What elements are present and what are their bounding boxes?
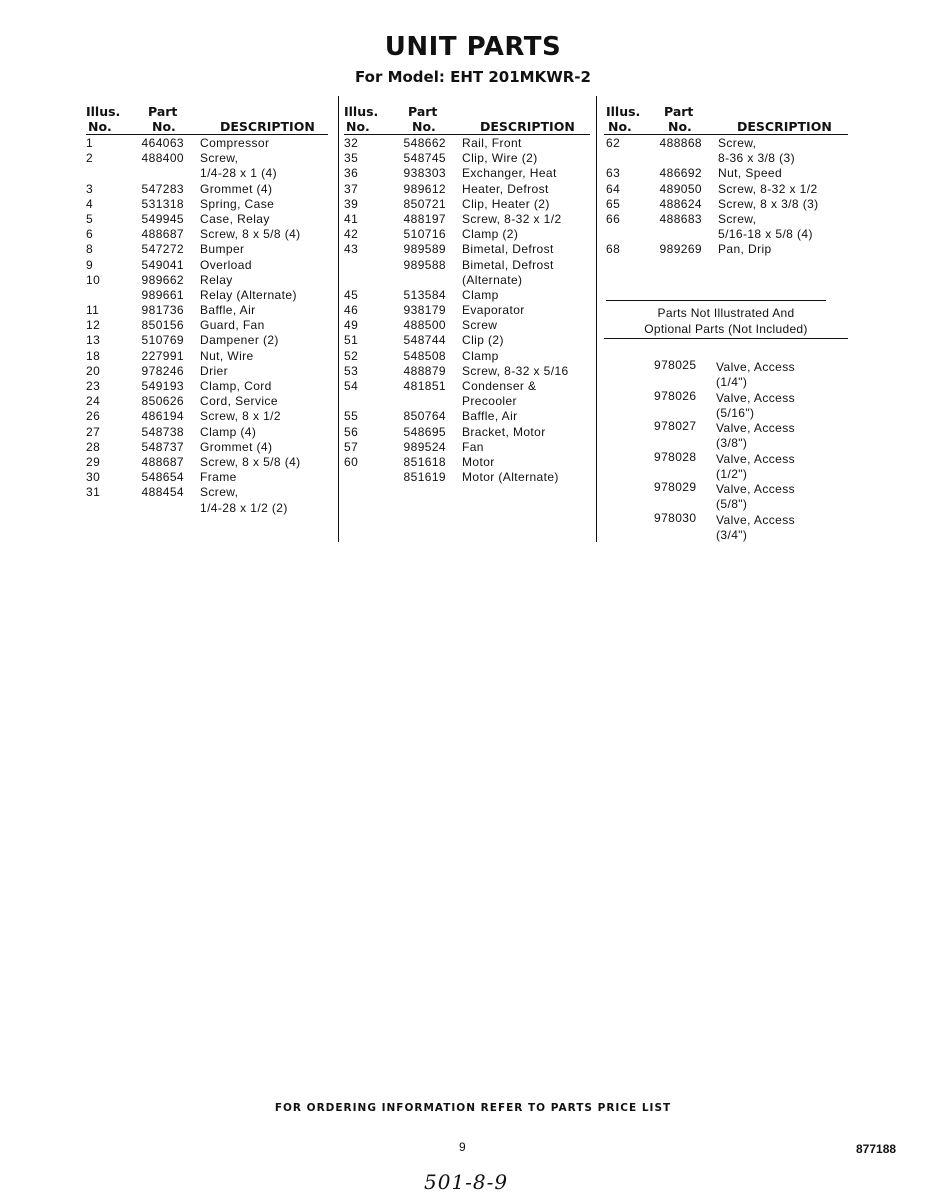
part-description: Clamp (4) xyxy=(200,424,257,439)
illus-number: 9 xyxy=(86,257,94,272)
illus-number: 10 xyxy=(86,272,101,287)
table-row xyxy=(86,425,332,440)
list-item xyxy=(654,450,844,481)
table-row xyxy=(86,166,332,181)
part-number: 549945 xyxy=(141,211,184,226)
part-number: 510716 xyxy=(403,227,446,242)
parts-rows xyxy=(606,136,850,258)
part-description: Clip, Heater (2) xyxy=(462,196,550,211)
part-description: Screw, 8-32 x 5/16 xyxy=(462,363,569,378)
part-header-2: No. xyxy=(412,119,436,134)
part-description: Screw, 8 x 1/2 xyxy=(200,409,281,424)
illus-number: 57 xyxy=(344,439,359,454)
part-description: Motor xyxy=(462,454,495,469)
part-description: 8-36 x 3/8 (3) xyxy=(718,151,795,166)
part-description: Screw, 8 x 5/8 (4) xyxy=(200,227,301,242)
illus-number: 49 xyxy=(344,318,359,333)
table-row xyxy=(86,182,332,197)
illus-number: 18 xyxy=(86,348,101,363)
part-number: 548654 xyxy=(141,470,184,485)
part-description: Clamp xyxy=(462,287,499,302)
parts-column-1 xyxy=(86,98,332,516)
table-row xyxy=(86,470,332,485)
part-number: 488197 xyxy=(403,211,446,226)
part-number: 978027 xyxy=(654,419,697,433)
illus-header-2: No. xyxy=(88,119,112,134)
part-description: 1/4-28 x 1/2 (2) xyxy=(200,500,288,515)
table-row xyxy=(606,227,850,242)
illus-number: 29 xyxy=(86,454,101,469)
table-row xyxy=(344,182,594,197)
illus-number: 53 xyxy=(344,363,359,378)
table-row xyxy=(344,303,594,318)
illus-header-2: No. xyxy=(346,119,370,134)
table-row xyxy=(86,394,332,409)
illus-number: 24 xyxy=(86,394,101,409)
part-number: 548745 xyxy=(403,151,446,166)
part-number: 549041 xyxy=(141,257,184,272)
part-number: 989524 xyxy=(403,439,446,454)
part-number: 488879 xyxy=(403,363,446,378)
part-number: 978026 xyxy=(654,388,697,403)
part-number: 488454 xyxy=(141,485,184,500)
illus-number: 54 xyxy=(344,379,359,393)
part-description: Frame xyxy=(200,470,237,485)
table-row xyxy=(344,227,594,242)
illus-number: 42 xyxy=(344,227,359,242)
table-row xyxy=(344,151,594,166)
part-number: 488687 xyxy=(141,227,184,242)
part-description: Dampener (2) xyxy=(200,333,279,348)
part-number: 989269 xyxy=(659,242,702,257)
part-number: 548744 xyxy=(403,333,446,348)
ordering-footer: FOR ORDERING INFORMATION REFER TO PARTS PRICE LIST xyxy=(274,1102,672,1114)
table-row xyxy=(86,318,332,333)
part-description: Screw, xyxy=(718,136,757,150)
part-description: Grommet (4) xyxy=(200,439,273,454)
part-number: 486194 xyxy=(141,409,184,424)
table-row xyxy=(344,273,594,288)
part-header-2: No. xyxy=(668,119,692,134)
part-description: Condenser & xyxy=(462,379,537,393)
table-row xyxy=(606,197,850,212)
part-number: 978028 xyxy=(654,449,697,464)
illus-number: 46 xyxy=(344,303,359,318)
table-row xyxy=(344,394,594,409)
list-item xyxy=(654,511,844,542)
part-description: Compressor xyxy=(200,136,270,150)
table-row xyxy=(86,501,332,516)
part-description: Heater, Defrost xyxy=(462,181,549,196)
part-description: Clamp, Cord xyxy=(200,379,272,393)
table-row xyxy=(86,197,332,212)
page-title: UNIT PARTS xyxy=(384,32,562,62)
table-row xyxy=(606,136,850,151)
note-rule-top xyxy=(606,300,826,301)
parts-column-2 xyxy=(344,98,594,485)
column-divider xyxy=(338,96,339,542)
illus-number: 68 xyxy=(606,242,621,257)
illus-number: 20 xyxy=(86,363,101,378)
part-number: 488624 xyxy=(659,196,702,211)
part-number: 989661 xyxy=(141,287,184,302)
part-description: Screw, xyxy=(200,485,239,500)
part-number: 981736 xyxy=(141,303,184,318)
illus-number: 66 xyxy=(606,211,621,226)
illus-number: 55 xyxy=(344,409,359,424)
list-item xyxy=(654,358,844,389)
part-number: 481851 xyxy=(403,379,446,393)
part-number: 850721 xyxy=(403,196,446,211)
column-header xyxy=(86,98,332,136)
part-description: Clip (2) xyxy=(462,333,504,348)
illus-number: 52 xyxy=(344,348,359,363)
part-description: Precooler xyxy=(462,394,517,409)
illus-number: 27 xyxy=(86,424,101,439)
part-description: Baffle, Air xyxy=(462,409,518,424)
part-description: Fan xyxy=(462,439,484,454)
part-number: 531318 xyxy=(141,196,184,211)
model-subtitle: For Model: EHT 201MKWR-2 xyxy=(355,68,591,86)
table-row xyxy=(344,166,594,181)
part-description: Valve, Access xyxy=(716,390,796,405)
illus-header-1: Illus. xyxy=(86,104,121,119)
illus-header-1: Illus. xyxy=(606,104,641,119)
part-description: Clamp (2) xyxy=(462,227,519,242)
part-number: 978246 xyxy=(141,363,184,378)
illus-number: 8 xyxy=(86,242,94,257)
part-number: 464063 xyxy=(141,136,184,150)
description-header: DESCRIPTION xyxy=(480,119,575,134)
table-row xyxy=(344,318,594,333)
part-number: 547272 xyxy=(141,242,184,257)
not-illustrated-note xyxy=(606,306,846,336)
table-row xyxy=(344,440,594,455)
part-number: 978030 xyxy=(654,510,697,525)
table-row xyxy=(86,227,332,242)
part-description: Relay (Alternate) xyxy=(200,287,297,302)
illus-number: 60 xyxy=(344,454,359,469)
note-line-2: Optional Parts (Not Included) xyxy=(644,322,808,336)
illus-number: 36 xyxy=(344,166,359,181)
table-row xyxy=(606,151,850,166)
part-description: Spring, Case xyxy=(200,196,275,211)
part-description: Grommet (4) xyxy=(200,181,273,196)
valve-size: (5/16") xyxy=(716,405,755,420)
table-row xyxy=(344,425,594,440)
valve-size: (3/8") xyxy=(716,436,748,450)
part-number: 227991 xyxy=(141,348,184,363)
header-rule xyxy=(344,134,590,135)
parts-rows xyxy=(344,136,594,485)
part-description: Guard, Fan xyxy=(200,318,265,333)
part-description: Clip, Wire (2) xyxy=(462,151,538,166)
illus-number: 1 xyxy=(86,136,94,150)
part-description: Nut, Wire xyxy=(200,348,254,363)
table-row xyxy=(86,485,332,500)
part-number: 488400 xyxy=(141,151,184,166)
part-description: Valve, Access xyxy=(716,512,796,527)
part-description: Pan, Drip xyxy=(718,242,772,257)
illus-number: 35 xyxy=(344,151,359,166)
illus-number: 30 xyxy=(86,470,101,485)
list-item xyxy=(654,419,844,450)
table-row xyxy=(606,166,850,181)
illus-number: 51 xyxy=(344,333,359,348)
illus-number: 3 xyxy=(86,181,94,196)
valve-size: (5/8") xyxy=(716,497,748,511)
column-divider xyxy=(596,96,597,542)
part-description: Valve, Access xyxy=(716,421,796,435)
part-description: Nut, Speed xyxy=(718,166,783,181)
part-description: Screw, 8-32 x 1/2 xyxy=(462,211,562,226)
table-row xyxy=(86,303,332,318)
part-number: 850764 xyxy=(403,409,446,424)
part-number: 850626 xyxy=(141,394,184,409)
valve-size: (1/4") xyxy=(716,375,748,389)
table-row xyxy=(86,379,332,394)
part-description: Overload xyxy=(200,257,252,272)
part-number: 513584 xyxy=(403,287,446,302)
part-number: 488687 xyxy=(141,454,184,469)
illus-number: 43 xyxy=(344,242,359,257)
table-row xyxy=(86,409,332,424)
part-number: 489050 xyxy=(659,181,702,196)
illus-number: 32 xyxy=(344,136,359,150)
optional-parts-list xyxy=(654,358,844,541)
illus-number: 13 xyxy=(86,333,101,348)
header-rule xyxy=(604,134,848,135)
part-description: Case, Relay xyxy=(200,211,270,226)
table-row xyxy=(86,288,332,303)
table-row xyxy=(344,242,594,257)
table-row xyxy=(606,182,850,197)
table-row xyxy=(344,455,594,470)
part-description: Bimetal, Defrost xyxy=(462,242,554,257)
table-row xyxy=(344,288,594,303)
note-rule-bottom xyxy=(604,338,848,339)
handwritten-note: 501-8-9 xyxy=(424,1170,509,1194)
part-header-1: Part xyxy=(408,104,438,119)
part-description: (Alternate) xyxy=(462,272,523,287)
table-row xyxy=(344,470,594,485)
table-row xyxy=(344,197,594,212)
illus-header-2: No. xyxy=(608,119,632,134)
part-description: Screw, xyxy=(200,151,239,166)
illus-number: 6 xyxy=(86,227,94,242)
document-number: 877188 xyxy=(856,1142,897,1156)
part-number: 978025 xyxy=(654,358,697,372)
illus-number: 65 xyxy=(606,196,621,211)
table-row xyxy=(86,273,332,288)
table-row xyxy=(86,440,332,455)
column-header xyxy=(606,98,850,136)
part-description: Bumper xyxy=(200,242,245,257)
list-item xyxy=(654,389,844,420)
table-row xyxy=(86,151,332,166)
page-number: 9 xyxy=(459,1140,466,1154)
part-number: 486692 xyxy=(659,166,702,181)
illus-number: 28 xyxy=(86,439,101,454)
table-row xyxy=(344,409,594,424)
table-row xyxy=(86,212,332,227)
part-description: Rail, Front xyxy=(462,136,522,150)
part-number: 989589 xyxy=(403,242,446,257)
illus-number: 45 xyxy=(344,287,359,302)
part-number: 548695 xyxy=(403,424,446,439)
table-row xyxy=(344,333,594,348)
part-number: 488683 xyxy=(659,211,702,226)
illus-header-1: Illus. xyxy=(344,104,379,119)
illus-number: 31 xyxy=(86,485,101,500)
illus-number: 5 xyxy=(86,211,94,226)
illus-number: 26 xyxy=(86,409,101,424)
part-number: 989612 xyxy=(403,181,446,196)
table-row xyxy=(344,258,594,273)
part-description: Screw xyxy=(462,318,498,333)
part-description: Drier xyxy=(200,363,228,378)
illus-number: 2 xyxy=(86,151,94,166)
table-row xyxy=(344,212,594,227)
part-number: 851619 xyxy=(403,470,446,485)
part-description: Screw, xyxy=(718,211,757,226)
part-description: Motor (Alternate) xyxy=(462,470,559,485)
part-description: Valve, Access xyxy=(716,360,796,374)
table-row xyxy=(86,455,332,470)
part-description: Evaporator xyxy=(462,303,525,318)
description-header: DESCRIPTION xyxy=(220,119,315,134)
valve-size: (3/4") xyxy=(716,527,748,542)
part-number: 488500 xyxy=(403,318,446,333)
illus-number: 39 xyxy=(344,196,359,211)
part-number: 488868 xyxy=(659,136,702,150)
part-number: 549193 xyxy=(141,379,184,393)
table-row xyxy=(344,136,594,151)
description-header: DESCRIPTION xyxy=(737,119,832,134)
parts-column-3 xyxy=(606,98,850,258)
part-description: Screw, 8-32 x 1/2 xyxy=(718,181,818,196)
illus-number: 11 xyxy=(86,303,100,318)
illus-number: 37 xyxy=(344,181,359,196)
table-row xyxy=(86,242,332,257)
part-number: 548662 xyxy=(403,136,446,150)
illus-number: 56 xyxy=(344,424,359,439)
part-number: 989662 xyxy=(141,272,184,287)
illus-number: 41 xyxy=(344,211,359,226)
part-number: 548508 xyxy=(403,348,446,363)
part-header-1: Part xyxy=(148,104,178,119)
table-row xyxy=(344,349,594,364)
part-description: Bracket, Motor xyxy=(462,424,546,439)
list-item xyxy=(654,480,844,511)
part-number: 978029 xyxy=(654,480,697,494)
illus-number: 23 xyxy=(86,379,101,393)
note-line-1: Parts Not Illustrated And xyxy=(657,306,795,320)
part-description: Exchanger, Heat xyxy=(462,166,557,181)
part-description: Valve, Access xyxy=(716,451,796,466)
illus-number: 64 xyxy=(606,181,621,196)
table-row xyxy=(86,349,332,364)
part-number: 850156 xyxy=(141,318,184,333)
part-description: Screw, 8 x 5/8 (4) xyxy=(200,454,301,469)
part-number: 548738 xyxy=(141,424,184,439)
part-number: 938303 xyxy=(403,166,446,181)
illus-number: 12 xyxy=(86,318,101,333)
header-rule xyxy=(86,134,328,135)
table-row xyxy=(86,136,332,151)
part-description: 1/4-28 x 1 (4) xyxy=(200,166,277,181)
part-description: Valve, Access xyxy=(716,482,796,496)
part-description: Baffle, Air xyxy=(200,303,256,318)
part-number: 547283 xyxy=(141,181,184,196)
part-number: 548737 xyxy=(141,439,184,454)
table-row xyxy=(86,258,332,273)
part-header-2: No. xyxy=(152,119,176,134)
part-description: Screw, 8 x 3/8 (3) xyxy=(718,196,819,211)
table-row xyxy=(606,242,850,257)
part-number: 851618 xyxy=(403,454,446,469)
table-row xyxy=(344,379,594,394)
part-description: Bimetal, Defrost xyxy=(462,257,554,272)
part-number: 989588 xyxy=(403,257,446,272)
table-row xyxy=(86,364,332,379)
part-description: Cord, Service xyxy=(200,394,278,409)
part-description: Clamp xyxy=(462,348,499,363)
part-description: 5/16-18 x 5/8 (4) xyxy=(718,227,813,242)
illus-number: 63 xyxy=(606,166,621,181)
table-row xyxy=(86,333,332,348)
column-header xyxy=(344,98,594,136)
parts-rows xyxy=(86,136,332,516)
illus-number: 4 xyxy=(86,196,94,211)
part-header-1: Part xyxy=(664,104,694,119)
part-number: 938179 xyxy=(403,303,446,318)
table-row xyxy=(344,364,594,379)
valve-size: (1/2") xyxy=(716,466,748,481)
table-row xyxy=(606,212,850,227)
illus-number: 62 xyxy=(606,136,621,150)
part-description: Relay xyxy=(200,272,233,287)
part-number: 510769 xyxy=(141,333,184,348)
